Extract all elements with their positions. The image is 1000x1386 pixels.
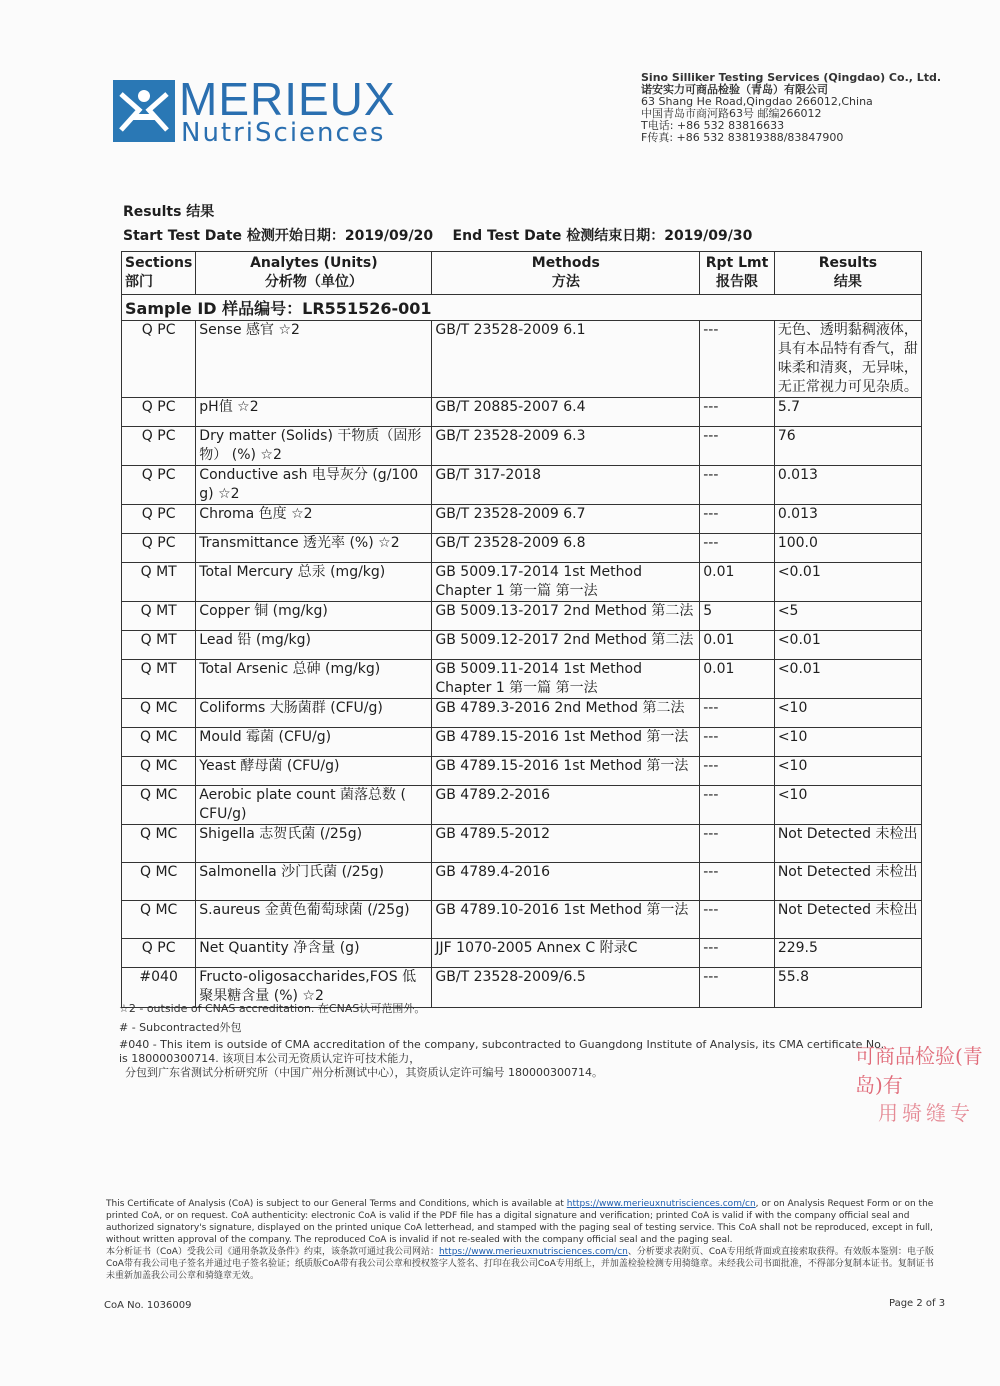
result-cell: <5 bbox=[774, 602, 921, 631]
section-cell: Q MC bbox=[122, 901, 196, 939]
table-row bbox=[122, 757, 922, 786]
method-cell: GB 4789.10-2016 1st Method 第一法 bbox=[432, 901, 700, 939]
company-tel: T电话: +86 532 83816633 bbox=[641, 119, 785, 132]
section-cell: Q MT bbox=[122, 631, 196, 660]
terms-cn: 本分析证书（CoA）受我公司《通用条款及条件》约束，该条款可通过我公司网站：https://www.merieuxnutrisciences.com/cn、分析要求表附页、CoA专用纸背面或直接索取获得。有效版本鉴别：电子版CoA带有我公司电子签名并通过电子签名验证；纸质版CoA带有我公司公章和授权签字人签名、打印在我公司CoA专用纸上，并加盖检验检测专用骑缝章。未经我公司书面批准，不得部分复制本证书。复制证书未重新加盖我公司公章和骑缝章无效。 bbox=[106, 1247, 934, 1281]
result-cell: 76 bbox=[774, 427, 921, 466]
rpt-lmt-cell: 0.01 bbox=[700, 631, 775, 660]
section-cell: Q MC bbox=[122, 728, 196, 757]
result-cell: <0.01 bbox=[774, 631, 921, 660]
result-cell: <10 bbox=[774, 786, 921, 825]
header-analytes: Analytes (Units) 分析物（单位） bbox=[196, 252, 432, 295]
table-row bbox=[122, 321, 922, 398]
terms-en: This Certificate of Analysis (CoA) is subject to our General Terms and Conditions, which is available at https://www.merieuxnutrisciences.com/cn, or on Analysis Request Form or on the printed CoA, or on request. CoA authenticity: electronic CoA is valid if the PDF file has a digital signature and verification; printed CoA is valid if with the company official seal and authorized signatory's signature, displayed on the printed unique CoA letterhead, and stamped with the paging seal of testing service. This CoA shall not be reproduced, except in full, without written approval of the company. The reproduced CoA is invalid if not re-sealed with the company official seal and the paging seal. bbox=[106, 1199, 934, 1245]
method-cell: GB 5009.12-2017 2nd Method 第二法 bbox=[432, 631, 700, 660]
logo-subtext: NutriSciences bbox=[181, 118, 386, 148]
rpt-lmt-cell: 0.01 bbox=[700, 660, 775, 699]
rpt-lmt-cell: --- bbox=[700, 505, 775, 534]
section-cell: Q MT bbox=[122, 660, 196, 699]
analyte-cell: Conductive ash 电导灰分 (g/100 g) ☆2 bbox=[196, 466, 432, 505]
section-cell: Q MC bbox=[122, 699, 196, 728]
sample-id-row bbox=[122, 295, 922, 321]
company-fax: F传真: +86 532 83819388/83847900 bbox=[641, 131, 844, 144]
method-cell: GB 5009.11-2014 1st Method Chapter 1 第一篇 第一法 bbox=[432, 660, 700, 699]
table-row bbox=[122, 466, 922, 505]
analyte-cell: Lead 铅 (mg/kg) bbox=[196, 631, 432, 660]
section-cell: Q PC bbox=[122, 939, 196, 968]
analyte-cell: Coliforms 大肠菌群 (CFU/g) bbox=[196, 699, 432, 728]
footnote-040 bbox=[119, 1038, 889, 1080]
analyte-cell: Salmonella 沙门氏菌 (/25g) bbox=[196, 863, 432, 901]
analyte-cell: pH值 ☆2 bbox=[196, 398, 432, 427]
rpt-lmt-cell: --- bbox=[700, 968, 775, 1008]
result-cell: 100.0 bbox=[774, 534, 921, 563]
section-cell: Q PC bbox=[122, 505, 196, 534]
analyte-cell: Sense 感官 ☆2 bbox=[196, 321, 432, 398]
table-row bbox=[122, 398, 922, 427]
method-cell: GB 4789.2-2016 bbox=[432, 786, 700, 825]
analyte-cell: Transmittance 透光率 (%) ☆2 bbox=[196, 534, 432, 563]
analyte-cell: Dry matter (Solids) 干物质（固形物） (%) ☆2 bbox=[196, 427, 432, 466]
rpt-lmt-cell: --- bbox=[700, 901, 775, 939]
footnote-040-cn: 分包到广东省测试分析研究所（中国广州分析测试中心），其资质认定许可编号 180000300714。 bbox=[125, 1066, 603, 1079]
rpt-lmt-cell: --- bbox=[700, 321, 775, 398]
table-row bbox=[122, 427, 922, 466]
result-cell: 229.5 bbox=[774, 939, 921, 968]
section-cell: Q MC bbox=[122, 786, 196, 825]
official-seal-stamp: 可商品检验(青岛)有 bbox=[855, 1044, 983, 1097]
method-cell: GB 5009.17-2014 1st Method Chapter 1 第一篇 第一法 bbox=[432, 563, 700, 602]
method-cell: GB/T 23528-2009 6.7 bbox=[432, 505, 700, 534]
company-logo bbox=[113, 73, 413, 148]
rpt-lmt-cell: --- bbox=[700, 534, 775, 563]
section-cell: Q MC bbox=[122, 863, 196, 901]
method-cell: GB 4789.5-2012 bbox=[432, 825, 700, 863]
rpt-lmt-cell: 0.01 bbox=[700, 563, 775, 602]
analyte-cell: Fructo-oligosaccharides,FOS 低聚果糖含量 (%) ☆2 bbox=[196, 968, 432, 1008]
rpt-lmt-cell: --- bbox=[700, 786, 775, 825]
rpt-lmt-cell: --- bbox=[700, 939, 775, 968]
method-cell: GB 4789.15-2016 1st Method 第一法 bbox=[432, 757, 700, 786]
footnote-star: ☆2 - outside of CNAS accreditation. 在CNAS认可范围外。 bbox=[119, 1002, 426, 1015]
header-results: Results 结果 bbox=[774, 252, 921, 295]
test-dates: Start Test Date 检测开始日期：2019/09/20 End Test Date 检测结束日期：2019/09/30 bbox=[123, 228, 753, 244]
coa-number: CoA No. 1036009 bbox=[104, 1300, 192, 1311]
result-cell: 55.8 bbox=[774, 968, 921, 1008]
table-row bbox=[122, 631, 922, 660]
result-cell: Not Detected 未检出 bbox=[774, 901, 921, 939]
logo-text: MERIEUX bbox=[179, 73, 396, 125]
method-cell: JJF 1070-2005 Annex C 附录C bbox=[432, 939, 700, 968]
company-name-cn: 诺安实力可商品检验（青岛）有限公司 bbox=[641, 83, 828, 96]
analyte-cell: Copper 铜 (mg/kg) bbox=[196, 602, 432, 631]
section-cell: Q MT bbox=[122, 602, 196, 631]
results-table bbox=[121, 251, 922, 1008]
table-row bbox=[122, 901, 922, 939]
company-address-cn: 中国青岛市商河路63号 邮编266012 bbox=[641, 107, 822, 120]
section-cell: Q PC bbox=[122, 427, 196, 466]
company-name-en: Sino Silliker Testing Services (Qingdao) Co., Ltd. bbox=[641, 71, 942, 84]
analyte-cell: Aerobic plate count 菌落总数 ( CFU/g) bbox=[196, 786, 432, 825]
results-title: Results 结果 bbox=[123, 204, 215, 220]
terms-link-cn[interactable]: https://www.merieuxnutrisciences.com/cn bbox=[438, 1247, 628, 1257]
section-cell: Q PC bbox=[122, 466, 196, 505]
section-cell: Q MC bbox=[122, 825, 196, 863]
result-cell: 5.7 bbox=[774, 398, 921, 427]
rpt-lmt-cell: --- bbox=[700, 699, 775, 728]
result-cell: 无色、透明黏稠液体，具有本品特有香气，甜味柔和清爽，无异味，无正常视力可见杂质。 bbox=[774, 321, 921, 398]
table-row bbox=[122, 534, 922, 563]
result-cell: <0.01 bbox=[774, 660, 921, 699]
footnote-040-en: #040 - This item is outside of CMA accreditation of the company, subcontracted to Guangdong Institute of Analysis, its CMA certificate No. is 180000300714. 该项目本公司无资质认定许可技术能力， bbox=[119, 1038, 885, 1065]
table-row bbox=[122, 825, 922, 863]
table-header-row bbox=[122, 252, 922, 295]
rpt-lmt-cell: --- bbox=[700, 863, 775, 901]
method-cell: GB/T 23528-2009 6.8 bbox=[432, 534, 700, 563]
section-cell: Q MT bbox=[122, 563, 196, 602]
page-number: Page 2 of 3 bbox=[889, 1298, 946, 1309]
table-row bbox=[122, 728, 922, 757]
paging-seal-stamp: 用骑缝专 bbox=[878, 1101, 974, 1125]
method-cell: GB/T 23528-2009/6.5 bbox=[432, 968, 700, 1008]
header-rpt-lmt: Rpt Lmt 报告限 bbox=[700, 252, 775, 295]
section-cell: Q PC bbox=[122, 398, 196, 427]
terms-link[interactable]: https://www.merieuxnutrisciences.com/cn bbox=[566, 1199, 756, 1209]
rpt-lmt-cell: --- bbox=[700, 757, 775, 786]
table-row bbox=[122, 863, 922, 901]
table-row bbox=[122, 505, 922, 534]
method-cell: GB/T 23528-2009 6.1 bbox=[432, 321, 700, 398]
result-cell: Not Detected 未检出 bbox=[774, 825, 921, 863]
method-cell: GB/T 23528-2009 6.3 bbox=[432, 427, 700, 466]
analyte-cell: Yeast 酵母菌 (CFU/g) bbox=[196, 757, 432, 786]
analyte-cell: Total Arsenic 总砷 (mg/kg) bbox=[196, 660, 432, 699]
table-row bbox=[122, 602, 922, 631]
method-cell: GB 4789.3-2016 2nd Method 第二法 bbox=[432, 699, 700, 728]
header-sections: Sections 部门 bbox=[122, 252, 196, 295]
company-info bbox=[641, 72, 941, 144]
table-row bbox=[122, 660, 922, 699]
result-cell: 0.013 bbox=[774, 466, 921, 505]
sample-id: Sample ID 样品编号：LR551526-001 bbox=[122, 295, 922, 321]
rpt-lmt-cell: --- bbox=[700, 466, 775, 505]
method-cell: GB/T 317-2018 bbox=[432, 466, 700, 505]
analyte-cell: Chroma 色度 ☆2 bbox=[196, 505, 432, 534]
analyte-cell: Net Quantity 净含量 (g) bbox=[196, 939, 432, 968]
method-cell: GB 5009.13-2017 2nd Method 第二法 bbox=[432, 602, 700, 631]
method-cell: GB 4789.4-2016 bbox=[432, 863, 700, 901]
rpt-lmt-cell: --- bbox=[700, 728, 775, 757]
footnote-hash: # - Subcontracted外包 bbox=[119, 1021, 242, 1034]
terms-and-conditions bbox=[106, 1198, 942, 1282]
table-row bbox=[122, 699, 922, 728]
logo-mark-icon bbox=[113, 80, 175, 142]
analyte-cell: Total Mercury 总汞 (mg/kg) bbox=[196, 563, 432, 602]
rpt-lmt-cell: --- bbox=[700, 825, 775, 863]
result-cell: 0.013 bbox=[774, 505, 921, 534]
company-address-en: 63 Shang He Road,Qingdao 266012,China bbox=[641, 95, 873, 108]
method-cell: GB 4789.15-2016 1st Method 第一法 bbox=[432, 728, 700, 757]
table-row bbox=[122, 939, 922, 968]
section-cell: #040 bbox=[122, 968, 196, 1008]
section-cell: Q MC bbox=[122, 757, 196, 786]
rpt-lmt-cell: --- bbox=[700, 398, 775, 427]
rpt-lmt-cell: 5 bbox=[700, 602, 775, 631]
analyte-cell: Shigella 志贺氏菌 (/25g) bbox=[196, 825, 432, 863]
header-methods: Methods 方法 bbox=[432, 252, 700, 295]
result-cell: <10 bbox=[774, 699, 921, 728]
result-cell: <0.01 bbox=[774, 563, 921, 602]
section-cell: Q PC bbox=[122, 321, 196, 398]
method-cell: GB/T 20885-2007 6.4 bbox=[432, 398, 700, 427]
analyte-cell: Mould 霉菌 (CFU/g) bbox=[196, 728, 432, 757]
rpt-lmt-cell: --- bbox=[700, 427, 775, 466]
result-cell: Not Detected 未检出 bbox=[774, 863, 921, 901]
table-row bbox=[122, 563, 922, 602]
result-cell: <10 bbox=[774, 757, 921, 786]
table-row bbox=[122, 786, 922, 825]
analyte-cell: S.aureus 金黄色葡萄球菌 (/25g) bbox=[196, 901, 432, 939]
section-cell: Q PC bbox=[122, 534, 196, 563]
result-cell: <10 bbox=[774, 728, 921, 757]
